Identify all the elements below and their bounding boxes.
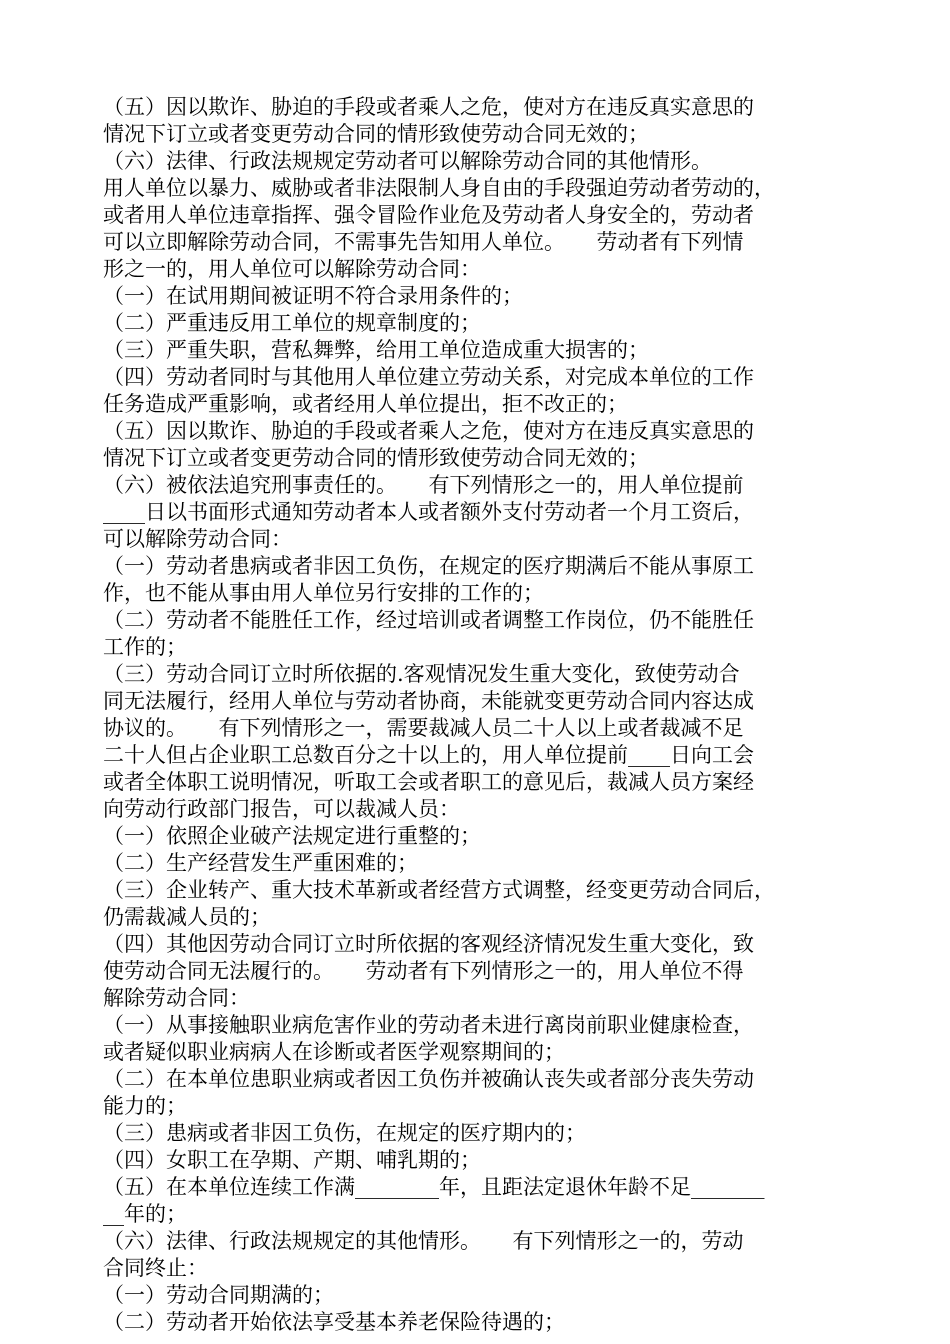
text-line: ____日以书面形式通知劳动者本人或者额外支付劳动者一个月工资后，: [103, 500, 754, 524]
text-line: （五）因以欺诈、胁迫的手段或者乘人之危，使对方在违反真实意思的: [103, 95, 754, 119]
text-line: （三）企业转产、重大技术革新或者经营方式调整，经变更劳动合同后，: [103, 878, 775, 902]
text-line: 或者全体职工说明情况，听取工会或者职工的意见后，裁减人员方案经: [103, 770, 754, 794]
text-line: 或者疑似职业病病人在诊断或者医学观察期间的；: [103, 1040, 565, 1064]
text-line: 仍需裁减人员的；: [103, 905, 271, 929]
text-line: 可以解除劳动合同：: [103, 527, 292, 551]
text-line: 能力的；: [103, 1094, 187, 1118]
text-line: 或者用人单位违章指挥、强令冒险作业危及劳动者人身安全的，劳动者: [103, 203, 754, 227]
text-line: （一）劳动合同期满的；: [103, 1283, 334, 1307]
text-line: （六）法律、行政法规规定劳动者可以解除劳动合同的其他情形。: [103, 149, 712, 173]
text-line: 任务造成严重影响，或者经用人单位提出，拒不改正的；: [103, 392, 628, 416]
text-line: 情况下订立或者变更劳动合同的情形致使劳动合同无效的；: [103, 122, 649, 146]
text-line: （五）因以欺诈、胁迫的手段或者乘人之危，使对方在违反真实意思的: [103, 419, 754, 443]
text-line: （二）生产经营发生严重困难的；: [103, 851, 418, 875]
text-line: 同无法履行，经用人单位与劳动者协商，未能就变更劳动合同内容达成: [103, 689, 754, 713]
text-line: __年的；: [103, 1202, 187, 1226]
text-line: （五）在本单位连续工作满________年，且距法定退休年龄不足_______: [103, 1175, 765, 1199]
text-line: 形之一的，用人单位可以解除劳动合同：: [103, 257, 481, 281]
text-line: （二）在本单位患职业病或者因工负伤并被确认丧失或者部分丧失劳动: [103, 1067, 754, 1091]
text-line: （四）女职工在孕期、产期、哺乳期的；: [103, 1148, 481, 1172]
text-line: 协议的。 有下列情形之一，需要裁减人员二十人以上或者裁减不足: [103, 716, 744, 740]
text-line: 工作的；: [103, 635, 187, 659]
text-line: 作，也不能从事由用人单位另行安排的工作的；: [103, 581, 544, 605]
text-line: （六）法律、行政法规规定的其他情形。 有下列情形之一的，劳动: [103, 1229, 744, 1253]
text-line: 情况下订立或者变更劳动合同的情形致使劳动合同无效的；: [103, 446, 649, 470]
text-line: 用人单位以暴力、威胁或者非法限制人身自由的手段强迫劳动者劳动的，: [103, 176, 775, 200]
text-line: 向劳动行政部门报告，可以裁减人员：: [103, 797, 460, 821]
text-line: （三）劳动合同订立时所依据的.客观情况发生重大变化，致使劳动合: [103, 662, 740, 686]
text-line: （二）严重违反用工单位的规章制度的；: [103, 311, 481, 335]
text-line: 可以立即解除劳动合同，不需事先告知用人单位。 劳动者有下列情: [103, 230, 744, 254]
text-line: （六）被依法追究刑事责任的。 有下列情形之一的，用人单位提前: [103, 473, 744, 497]
text-line: （二）劳动者开始依法享受基本养老保险待遇的；: [103, 1310, 565, 1334]
text-line: （一）劳动者患病或者非因工负伤，在规定的医疗期满后不能从事原工: [103, 554, 754, 578]
text-line: （一）依照企业破产法规定进行重整的；: [103, 824, 481, 848]
text-line: （一）在试用期间被证明不符合录用条件的；: [103, 284, 523, 308]
text-line: 使劳动合同无法履行的。 劳动者有下列情形之一的，用人单位不得: [103, 959, 744, 983]
text-line: （三）严重失职，营私舞弊，给用工单位造成重大损害的；: [103, 338, 649, 362]
text-line: （四）劳动者同时与其他用人单位建立劳动关系，对完成本单位的工作: [103, 365, 754, 389]
text-line: 二十人但占企业职工总数百分之十以上的，用人单位提前____日向工会: [103, 743, 754, 767]
text-line: 合同终止：: [103, 1256, 208, 1280]
text-line: （四）其他因劳动合同订立时所依据的客观经济情况发生重大变化，致: [103, 932, 754, 956]
text-line: （一）从事接触职业病危害作业的劳动者未进行离岗前职业健康检查，: [103, 1013, 754, 1037]
text-line: 解除劳动合同：: [103, 986, 250, 1010]
document-body: [103, 94, 853, 1336]
text-line: （二）劳动者不能胜任工作，经过培训或者调整工作岗位，仍不能胜任: [103, 608, 754, 632]
text-line: （三）患病或者非因工负伤，在规定的医疗期内的；: [103, 1121, 586, 1145]
